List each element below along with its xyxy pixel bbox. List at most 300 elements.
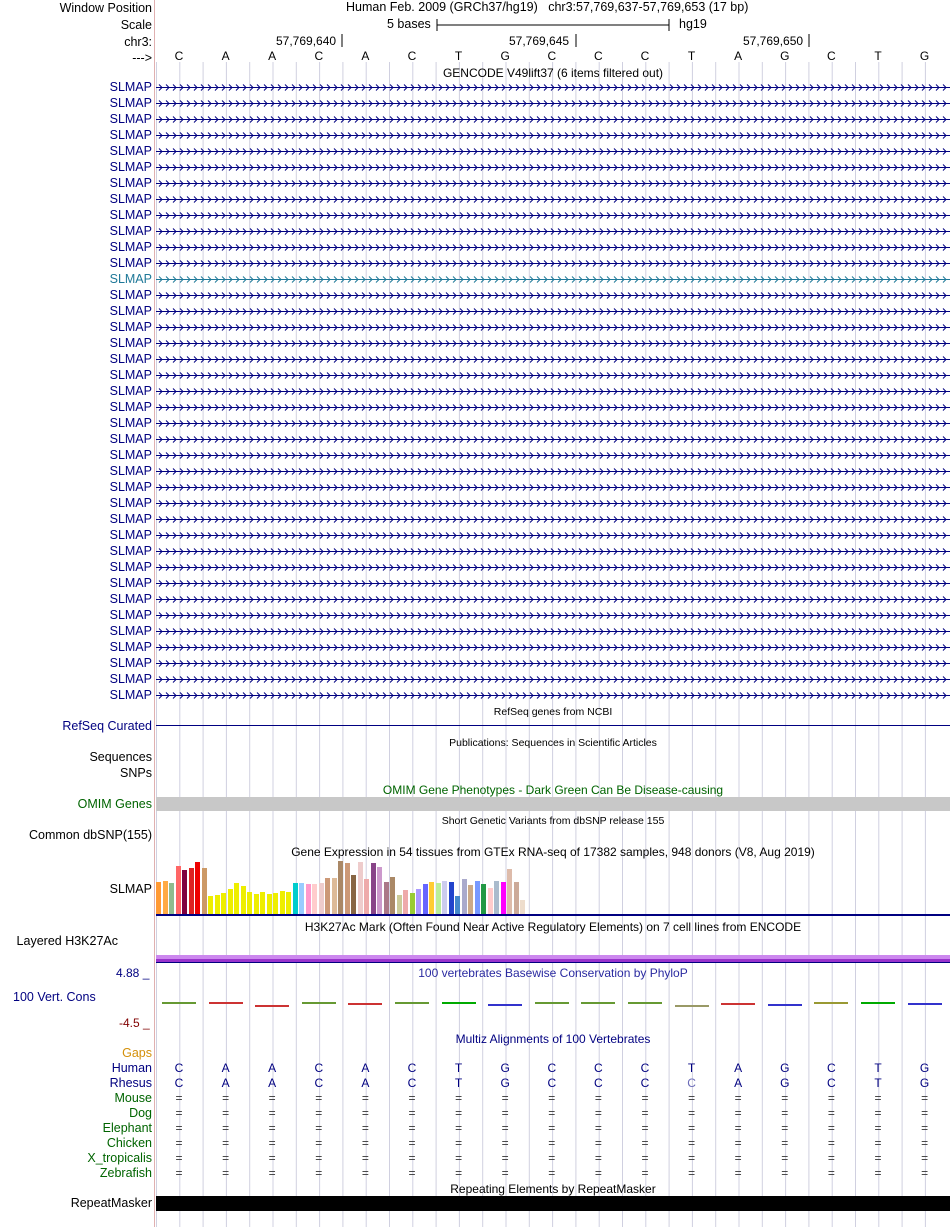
gtex-tissue-bar[interactable] bbox=[280, 891, 285, 914]
gencode-gene-label[interactable]: SLMAP bbox=[109, 656, 152, 670]
gtex-tissue-bar[interactable] bbox=[169, 883, 174, 914]
gencode-gene-label[interactable]: SLMAP bbox=[109, 80, 152, 94]
gtex-tissue-bar[interactable] bbox=[358, 862, 363, 914]
gencode-gene-label[interactable]: SLMAP bbox=[109, 128, 152, 142]
gtex-tissue-bar[interactable] bbox=[390, 877, 395, 914]
aligned-base: = bbox=[734, 1136, 742, 1150]
aligned-base: = bbox=[222, 1151, 230, 1165]
aligned-base: = bbox=[688, 1091, 696, 1105]
gencode-gene-label[interactable]: SLMAP bbox=[109, 480, 152, 494]
gtex-tissue-bar[interactable] bbox=[306, 884, 311, 914]
gencode-gene-label[interactable]: SLMAP bbox=[109, 672, 152, 686]
gencode-gene-label[interactable]: SLMAP bbox=[109, 336, 152, 350]
aligned-base: = bbox=[688, 1106, 696, 1120]
h3k27ac-baseline bbox=[156, 962, 950, 963]
aligned-base: = bbox=[455, 1121, 463, 1135]
gencode-gene-label[interactable]: SLMAP bbox=[109, 304, 152, 318]
omim-gene-bar[interactable] bbox=[156, 797, 950, 811]
gtex-chart[interactable] bbox=[156, 860, 550, 914]
gencode-gene-label[interactable]: SLMAP bbox=[109, 592, 152, 606]
aligned-base: = bbox=[315, 1091, 323, 1105]
ruler-tick-label: 57,769,650 bbox=[743, 34, 804, 48]
aligned-base: = bbox=[594, 1091, 602, 1105]
cons-score-mark bbox=[768, 1004, 802, 1006]
aligned-base: = bbox=[594, 1121, 602, 1135]
species-label[interactable]: Rhesus bbox=[109, 1076, 152, 1090]
aligned-base: = bbox=[501, 1151, 509, 1165]
sequence-base: G bbox=[500, 49, 510, 63]
cons-score-mark bbox=[162, 1002, 196, 1004]
cons-score-mark bbox=[209, 1002, 243, 1004]
sequence-base: A bbox=[734, 49, 743, 63]
gtex-tissue-bar[interactable] bbox=[195, 862, 200, 914]
sequence-base: C bbox=[547, 49, 557, 63]
gencode-transcript[interactable] bbox=[156, 499, 950, 508]
gencode-gene-label[interactable]: SLMAP bbox=[109, 112, 152, 126]
gtex-tissue-bar[interactable] bbox=[293, 883, 298, 914]
gencode-transcript[interactable] bbox=[156, 419, 950, 428]
gtex-tissue-bar[interactable] bbox=[312, 884, 317, 914]
gencode-gene-label[interactable]: SLMAP bbox=[109, 576, 152, 590]
gencode-gene-label[interactable]: SLMAP bbox=[109, 256, 152, 270]
aligned-base: = bbox=[455, 1106, 463, 1120]
gtex-tissue-bar[interactable] bbox=[475, 881, 480, 914]
gencode-transcript[interactable] bbox=[156, 691, 950, 700]
gencode-gene-label[interactable]: SLMAP bbox=[109, 624, 152, 638]
gencode-transcript[interactable] bbox=[156, 291, 950, 300]
gencode-gene-label[interactable]: SLMAP bbox=[109, 528, 152, 542]
aligned-base: = bbox=[688, 1121, 696, 1135]
gtex-tissue-bar[interactable] bbox=[436, 883, 441, 914]
gencode-gene-label[interactable]: SLMAP bbox=[109, 496, 152, 510]
gtex-tissue-bar[interactable] bbox=[163, 881, 168, 914]
gencode-gene-label[interactable]: SLMAP bbox=[109, 688, 152, 702]
aligned-base: = bbox=[361, 1136, 369, 1150]
gencode-transcript[interactable] bbox=[156, 627, 950, 636]
gtex-tissue-bar[interactable] bbox=[208, 896, 213, 914]
aligned-base: A bbox=[268, 1061, 277, 1075]
gencode-transcript[interactable] bbox=[156, 259, 950, 268]
gtex-tissue-bar[interactable] bbox=[156, 882, 161, 914]
gtex-tissue-bar[interactable] bbox=[410, 893, 415, 914]
gtex-tissue-bar[interactable] bbox=[299, 883, 304, 914]
gtex-tissue-bar[interactable] bbox=[416, 889, 421, 914]
aligned-base: = bbox=[921, 1151, 929, 1165]
gencode-gene-label[interactable]: SLMAP bbox=[109, 208, 152, 222]
aligned-base: A bbox=[221, 1061, 230, 1075]
repeatmasker-label[interactable]: RepeatMasker bbox=[70, 1196, 152, 1210]
aligned-base: C bbox=[174, 1061, 184, 1075]
sequence-base: C bbox=[827, 49, 836, 63]
multiz-title: Multiz Alignments of 100 Vertebrates bbox=[455, 1032, 651, 1046]
aligned-base: = bbox=[734, 1151, 742, 1165]
gencode-gene-label[interactable]: SLMAP bbox=[109, 384, 152, 398]
aligned-base: = bbox=[268, 1106, 276, 1120]
aligned-base: = bbox=[641, 1136, 649, 1150]
gencode-transcript[interactable] bbox=[156, 243, 950, 252]
aligned-base: T bbox=[454, 1076, 463, 1090]
aligned-base: = bbox=[455, 1136, 463, 1150]
window-position-label: Window Position bbox=[59, 1, 152, 15]
gencode-transcript[interactable] bbox=[156, 467, 950, 476]
refseq-line[interactable] bbox=[156, 725, 950, 726]
gencode-transcript[interactable] bbox=[156, 275, 950, 284]
gencode-transcript[interactable] bbox=[156, 163, 950, 172]
gencode-gene-label[interactable]: SLMAP bbox=[109, 448, 152, 462]
cons-title: 100 vertebrates Basewise Conservation by PhyloP bbox=[418, 966, 688, 980]
aligned-base: C bbox=[827, 1061, 836, 1075]
species-label[interactable]: Elephant bbox=[102, 1121, 152, 1135]
gtex-tissue-bar[interactable] bbox=[514, 882, 519, 914]
aligned-base: = bbox=[501, 1091, 509, 1105]
gencode-gene-label[interactable]: SLMAP bbox=[109, 464, 152, 478]
aligned-base: C bbox=[687, 1076, 696, 1090]
gencode-gene-label[interactable]: SLMAP bbox=[109, 224, 152, 238]
gtex-tissue-bar[interactable] bbox=[468, 885, 473, 914]
gencode-gene-label[interactable]: SLMAP bbox=[109, 512, 152, 526]
gtex-label[interactable]: SLMAP bbox=[109, 882, 152, 896]
scale-text: 5 bases bbox=[387, 17, 431, 31]
cons-score-mark bbox=[395, 1002, 429, 1004]
cons-score-mark bbox=[348, 1003, 382, 1005]
gencode-gene-label[interactable]: SLMAP bbox=[109, 416, 152, 430]
aligned-base: = bbox=[688, 1136, 696, 1150]
gencode-transcript[interactable] bbox=[156, 547, 950, 556]
aligned-base: = bbox=[408, 1091, 416, 1105]
aligned-base: C bbox=[314, 1061, 324, 1075]
aligned-base: = bbox=[501, 1166, 509, 1180]
gtex-tissue-bar[interactable] bbox=[202, 868, 207, 914]
aligned-base: = bbox=[548, 1151, 556, 1165]
aligned-base: = bbox=[175, 1166, 183, 1180]
gencode-transcript[interactable] bbox=[156, 659, 950, 668]
aligned-base: T bbox=[687, 1061, 696, 1075]
sequence-base: C bbox=[594, 49, 603, 63]
gtex-tissue-bar[interactable] bbox=[273, 893, 278, 914]
cons-score-mark bbox=[908, 1003, 942, 1005]
gtex-tissue-bar[interactable] bbox=[494, 881, 499, 914]
aligned-base: = bbox=[408, 1136, 416, 1150]
species-label[interactable]: Human bbox=[111, 1061, 152, 1075]
aligned-base: = bbox=[408, 1106, 416, 1120]
aligned-base: = bbox=[361, 1106, 369, 1120]
gtex-tissue-bar[interactable] bbox=[176, 866, 181, 914]
aligned-base: T bbox=[874, 1061, 882, 1075]
gtex-tissue-bar[interactable] bbox=[403, 890, 408, 914]
gencode-title: GENCODE V49lift37 (6 items filtered out) bbox=[442, 66, 664, 80]
aligned-base: = bbox=[921, 1121, 929, 1135]
assembly-title bbox=[346, 0, 748, 14]
gtex-tissue-bar[interactable] bbox=[215, 895, 220, 914]
gtex-tissue-bar[interactable] bbox=[338, 861, 343, 914]
aligned-base: = bbox=[501, 1121, 509, 1135]
ruler-tick-label: 57,769,640 bbox=[276, 34, 337, 48]
position-text: chr3:57,769,637-57,769,653 (17 bp) bbox=[548, 0, 749, 14]
h3k27ac-label[interactable]: Layered H3K27Ac bbox=[16, 934, 118, 948]
gaps-label[interactable]: Gaps bbox=[122, 1046, 152, 1060]
gtex-tissue-bar[interactable] bbox=[364, 879, 369, 914]
gtex-tissue-bar[interactable] bbox=[286, 892, 291, 914]
gencode-gene-label[interactable]: SLMAP bbox=[109, 96, 152, 110]
gencode-transcript[interactable] bbox=[156, 355, 950, 364]
aligned-base: = bbox=[641, 1106, 649, 1120]
gencode-transcript[interactable] bbox=[156, 563, 950, 572]
gtex-tissue-bar[interactable] bbox=[234, 883, 239, 914]
aligned-base: C bbox=[407, 1061, 417, 1075]
aligned-base: = bbox=[827, 1166, 835, 1180]
gencode-transcript[interactable] bbox=[156, 531, 950, 540]
ruler-tick-label: 57,769,645 bbox=[509, 34, 570, 48]
species-label[interactable]: X_tropicalis bbox=[87, 1151, 152, 1165]
aligned-base: = bbox=[781, 1121, 789, 1135]
repeatmasker-title: Repeating Elements by RepeatMasker bbox=[450, 1182, 656, 1196]
aligned-base: = bbox=[268, 1136, 276, 1150]
gtex-tissue-bar[interactable] bbox=[247, 892, 252, 914]
gencode-gene-label[interactable]: SLMAP bbox=[109, 176, 152, 190]
sequence-base: A bbox=[221, 49, 230, 63]
gencode-gene-label[interactable]: SLMAP bbox=[109, 240, 152, 254]
gencode-transcript[interactable] bbox=[156, 371, 950, 380]
gencode-gene-label[interactable]: SLMAP bbox=[109, 608, 152, 622]
aligned-base: = bbox=[222, 1091, 230, 1105]
gencode-transcript[interactable] bbox=[156, 83, 950, 92]
publications-label[interactable]: Sequences bbox=[89, 750, 152, 764]
aligned-base: = bbox=[641, 1151, 649, 1165]
gencode-gene-label[interactable]: SLMAP bbox=[109, 272, 152, 286]
gencode-transcript[interactable] bbox=[156, 99, 950, 108]
aligned-base: = bbox=[268, 1121, 276, 1135]
gencode-transcript[interactable] bbox=[156, 195, 950, 204]
aligned-base: = bbox=[315, 1121, 323, 1135]
gtex-tissue-bar[interactable] bbox=[254, 894, 259, 914]
omim-title: OMIM Gene Phenotypes - Dark Green Can Be Disease-causing bbox=[382, 783, 724, 797]
omim-label[interactable]: OMIM Genes bbox=[77, 797, 152, 811]
aligned-base: C bbox=[640, 1076, 650, 1090]
aligned-base: = bbox=[501, 1136, 509, 1150]
gencode-gene-label[interactable]: SLMAP bbox=[109, 192, 152, 206]
gencode-transcript[interactable] bbox=[156, 579, 950, 588]
aligned-base: = bbox=[455, 1151, 463, 1165]
aligned-base: = bbox=[361, 1121, 369, 1135]
gencode-transcript[interactable] bbox=[156, 451, 950, 460]
gtex-tissue-bar[interactable] bbox=[397, 895, 402, 914]
sequence-base: T bbox=[454, 49, 463, 63]
aligned-base: = bbox=[501, 1106, 509, 1120]
gtex-tissue-bar[interactable] bbox=[442, 881, 447, 914]
aligned-base: = bbox=[734, 1121, 742, 1135]
species-label[interactable]: Zebrafish bbox=[99, 1166, 152, 1180]
sequence-base: A bbox=[361, 49, 370, 63]
gtex-tissue-bar[interactable] bbox=[462, 879, 467, 914]
gencode-transcript[interactable] bbox=[156, 211, 950, 220]
gencode-transcript[interactable] bbox=[156, 147, 950, 156]
cons-score-mark bbox=[861, 1002, 895, 1004]
gencode-transcript[interactable] bbox=[156, 675, 950, 684]
aligned-base: C bbox=[407, 1076, 417, 1090]
sequence-base: C bbox=[174, 49, 184, 63]
gtex-tissue-bar[interactable] bbox=[377, 867, 382, 914]
gencode-transcript[interactable] bbox=[156, 515, 950, 524]
aligned-base: = bbox=[268, 1166, 276, 1180]
aligned-base: A bbox=[361, 1061, 370, 1075]
gtex-tissue-bar[interactable] bbox=[520, 900, 525, 914]
gencode-transcript[interactable] bbox=[156, 179, 950, 188]
aligned-base: G bbox=[919, 1076, 930, 1090]
species-label[interactable]: Chicken bbox=[106, 1136, 152, 1150]
aligned-base: = bbox=[874, 1166, 882, 1180]
aligned-base: = bbox=[315, 1151, 323, 1165]
gencode-gene-label[interactable]: SLMAP bbox=[109, 400, 152, 414]
gtex-tissue-bar[interactable] bbox=[501, 882, 506, 914]
gencode-transcript[interactable] bbox=[156, 115, 950, 124]
sequence-base: G bbox=[919, 49, 930, 63]
gencode-transcript[interactable] bbox=[156, 483, 950, 492]
gtex-tissue-bar[interactable] bbox=[423, 884, 428, 914]
gtex-tissue-bar[interactable] bbox=[351, 875, 356, 914]
aligned-base: = bbox=[408, 1121, 416, 1135]
species-label[interactable]: Dog bbox=[129, 1106, 152, 1120]
gtex-tissue-bar[interactable] bbox=[371, 863, 376, 914]
gencode-transcript[interactable] bbox=[156, 387, 950, 396]
aligned-base: = bbox=[175, 1151, 183, 1165]
cons-track[interactable] bbox=[156, 980, 950, 1026]
gtex-tissue-bar[interactable] bbox=[455, 896, 460, 914]
repeatmasker-bar[interactable] bbox=[156, 1196, 950, 1211]
aligned-base: T bbox=[874, 1076, 882, 1090]
gencode-transcript[interactable] bbox=[156, 323, 950, 332]
gtex-tissue-bar[interactable] bbox=[221, 893, 226, 914]
aligned-base: = bbox=[827, 1151, 835, 1165]
aligned-base: = bbox=[734, 1106, 742, 1120]
aligned-base: = bbox=[268, 1091, 276, 1105]
gencode-gene-label[interactable]: SLMAP bbox=[109, 352, 152, 366]
aligned-base: = bbox=[921, 1091, 929, 1105]
gtex-tissue-bar[interactable] bbox=[241, 886, 246, 914]
aligned-base: = bbox=[175, 1091, 183, 1105]
refseq-title: RefSeq genes from NCBI bbox=[493, 706, 613, 718]
aligned-base: = bbox=[548, 1091, 556, 1105]
gencode-transcript[interactable] bbox=[156, 611, 950, 620]
gencode-gene-label[interactable]: SLMAP bbox=[109, 640, 152, 654]
aligned-base: = bbox=[222, 1136, 230, 1150]
gtex-tissue-bar[interactable] bbox=[319, 883, 324, 914]
aligned-base: = bbox=[222, 1106, 230, 1120]
aligned-base: = bbox=[548, 1121, 556, 1135]
gencode-transcript[interactable] bbox=[156, 339, 950, 348]
aligned-base: = bbox=[641, 1091, 649, 1105]
aligned-base: = bbox=[734, 1091, 742, 1105]
gencode-transcript[interactable] bbox=[156, 307, 950, 316]
dbsnp-label[interactable]: Common dbSNP(155) bbox=[29, 828, 152, 842]
aligned-base: = bbox=[594, 1106, 602, 1120]
sidebar-divider bbox=[154, 0, 155, 1227]
gencode-transcript[interactable] bbox=[156, 227, 950, 236]
gencode-gene-label[interactable]: SLMAP bbox=[109, 288, 152, 302]
gencode-gene-label[interactable]: SLMAP bbox=[109, 160, 152, 174]
gencode-transcript[interactable] bbox=[156, 595, 950, 604]
aligned-base: A bbox=[268, 1076, 277, 1090]
aligned-base: A bbox=[734, 1061, 743, 1075]
cons-score-mark bbox=[581, 1002, 615, 1004]
aligned-base: = bbox=[548, 1166, 556, 1180]
gencode-gene-label[interactable]: SLMAP bbox=[109, 544, 152, 558]
aligned-base: = bbox=[594, 1151, 602, 1165]
gtex-title: Gene Expression in 54 tissues from GTEx RNA-seq of 17382 samples, 948 donors (V8, Aug 2019) bbox=[291, 845, 815, 859]
aligned-base: = bbox=[641, 1121, 649, 1135]
gtex-tissue-bar[interactable] bbox=[507, 869, 512, 914]
cons-label[interactable]: 100 Vert. Cons bbox=[13, 990, 96, 1004]
cons-max-label: 4.88 _ bbox=[116, 966, 150, 980]
gtex-tissue-bar[interactable] bbox=[267, 894, 272, 914]
aligned-base: C bbox=[594, 1076, 603, 1090]
aligned-base: = bbox=[361, 1166, 369, 1180]
gencode-gene-label[interactable]: SLMAP bbox=[109, 320, 152, 334]
gtex-tissue-bar[interactable] bbox=[345, 863, 350, 914]
gtex-tissue-bar[interactable] bbox=[384, 882, 389, 914]
gtex-tissue-bar[interactable] bbox=[449, 882, 454, 914]
db-label: hg19 bbox=[679, 17, 707, 31]
aligned-base: = bbox=[827, 1136, 835, 1150]
gtex-tissue-bar[interactable] bbox=[325, 878, 330, 914]
aligned-base: = bbox=[874, 1121, 882, 1135]
gencode-transcript[interactable] bbox=[156, 643, 950, 652]
sequence-base: C bbox=[640, 49, 650, 63]
snps-label[interactable]: SNPs bbox=[120, 766, 152, 780]
gtex-tissue-bar[interactable] bbox=[260, 892, 265, 914]
gencode-gene-label[interactable]: SLMAP bbox=[109, 144, 152, 158]
aligned-base: = bbox=[175, 1106, 183, 1120]
ruler-ticks bbox=[340, 34, 812, 48]
aligned-base: = bbox=[222, 1121, 230, 1135]
cons-score-mark bbox=[675, 1005, 709, 1007]
species-label[interactable]: Mouse bbox=[114, 1091, 152, 1105]
aligned-base: G bbox=[780, 1076, 790, 1090]
refseq-label[interactable]: RefSeq Curated bbox=[62, 719, 152, 733]
gtex-tissue-bar[interactable] bbox=[182, 870, 187, 914]
aligned-base: A bbox=[221, 1076, 230, 1090]
sequence-base: C bbox=[314, 49, 324, 63]
cons-score-mark bbox=[302, 1002, 336, 1004]
gtex-tissue-bar[interactable] bbox=[228, 889, 233, 914]
aligned-base: = bbox=[175, 1121, 183, 1135]
aligned-base: = bbox=[268, 1151, 276, 1165]
aligned-base: G bbox=[500, 1076, 510, 1090]
gencode-gene-label[interactable]: SLMAP bbox=[109, 432, 152, 446]
aligned-base: = bbox=[874, 1136, 882, 1150]
gtex-tissue-bar[interactable] bbox=[488, 888, 493, 914]
gencode-gene-label[interactable]: SLMAP bbox=[109, 560, 152, 574]
aligned-base: = bbox=[781, 1136, 789, 1150]
cons-score-mark bbox=[535, 1002, 569, 1004]
gtex-tissue-bar[interactable] bbox=[189, 868, 194, 914]
gencode-transcript[interactable] bbox=[156, 131, 950, 140]
gtex-baseline bbox=[156, 914, 950, 916]
h3k27ac-title: H3K27Ac Mark (Often Found Near Active Regulatory Elements) on 7 cell lines from ENCODE bbox=[304, 920, 802, 934]
gtex-tissue-bar[interactable] bbox=[429, 882, 434, 914]
aligned-base: = bbox=[921, 1106, 929, 1120]
strand-label: ---> bbox=[132, 51, 152, 65]
gtex-tissue-bar[interactable] bbox=[481, 884, 486, 914]
aligned-base: = bbox=[315, 1106, 323, 1120]
gencode-gene-label[interactable]: SLMAP bbox=[109, 368, 152, 382]
aligned-base: = bbox=[361, 1151, 369, 1165]
cons-score-mark bbox=[488, 1004, 522, 1006]
aligned-base: = bbox=[781, 1106, 789, 1120]
gencode-transcript[interactable] bbox=[156, 403, 950, 412]
gencode-transcript[interactable] bbox=[156, 435, 950, 444]
gtex-tissue-bar[interactable] bbox=[332, 878, 337, 914]
aligned-base: = bbox=[921, 1166, 929, 1180]
